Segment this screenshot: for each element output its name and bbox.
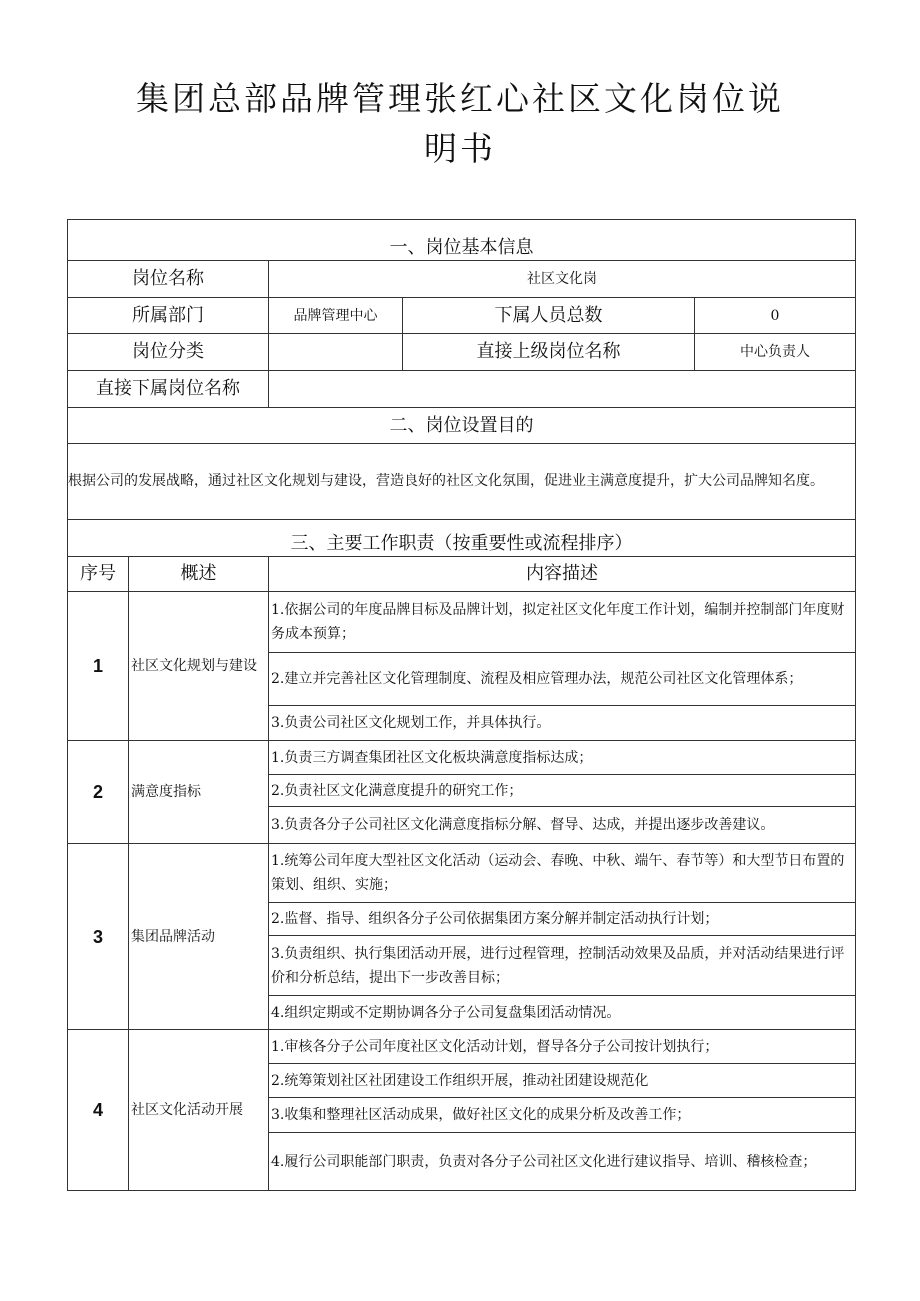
subordinate-posts-label: 直接下属岗位名称 bbox=[68, 371, 269, 408]
duty-item: 2.负责社区文化满意度提升的研究工作； bbox=[269, 775, 856, 807]
superior-label: 直接上级岗位名称 bbox=[403, 334, 695, 371]
duty-item: 3.负责组织、执行集团活动开展，进行过程管理，控制活动效果及品质，并对活动结果进行评价和分析总结，提出下一步改善目标； bbox=[269, 936, 856, 996]
duty-summary: 社区文化规划与建设 bbox=[129, 592, 269, 741]
subordinates-count-value: 0 bbox=[695, 298, 856, 334]
document-title-line1: 集团总部品牌管理张红心社区文化岗位说 bbox=[136, 79, 784, 118]
category-label: 岗位分类 bbox=[68, 334, 269, 371]
section3-heading: 三、主要工作职责（按重要性或流程排序） bbox=[68, 520, 856, 557]
superior-value: 中心负责人 bbox=[695, 334, 856, 371]
duty-item: 1.审核各分子公司年度社区文化活动计划，督导各分子公司按计划执行； bbox=[269, 1030, 856, 1064]
post-name-value: 社区文化岗 bbox=[269, 261, 856, 298]
duty-item: 4.组织定期或不定期协调各分子公司复盘集团活动情况。 bbox=[269, 996, 856, 1030]
section2-heading: 二、岗位设置目的 bbox=[68, 408, 856, 444]
job-description-table bbox=[67, 219, 856, 1191]
post-name-label: 岗位名称 bbox=[68, 261, 269, 298]
duty-item: 3.负责各分子公司社区文化满意度指标分解、督导、达成，并提出逐步改善建议。 bbox=[269, 807, 856, 844]
purpose-text: 根据公司的发展战略，通过社区文化规划与建设，营造良好的社区文化氛围，促进业主满意度提升，扩大公司品牌知名度。 bbox=[68, 444, 856, 520]
duty-number: 1 bbox=[68, 592, 129, 741]
duty-number: 4 bbox=[68, 1030, 129, 1191]
duty-summary: 满意度指标 bbox=[129, 741, 269, 844]
category-value bbox=[269, 334, 403, 371]
col-header-desc: 内容描述 bbox=[269, 557, 856, 592]
duty-number: 2 bbox=[68, 741, 129, 844]
duty-item: 3.收集和整理社区活动成果，做好社区文化的成果分析及改善工作； bbox=[269, 1098, 856, 1133]
section1-heading: 一、岗位基本信息 bbox=[68, 220, 856, 261]
document-title-line2: 明书 bbox=[424, 129, 496, 168]
dept-value: 品牌管理中心 bbox=[269, 298, 403, 334]
duty-item: 2.统筹策划社区社团建设工作组织开展，推动社团建设规范化 bbox=[269, 1064, 856, 1098]
duty-summary: 社区文化活动开展 bbox=[129, 1030, 269, 1191]
duty-number: 3 bbox=[68, 844, 129, 1030]
duty-item: 1.统筹公司年度大型社区文化活动（运动会、春晚、中秋、端午、春节等）和大型节日布置的策划、组织、实施； bbox=[269, 844, 856, 903]
duty-item: 3.负责公司社区文化规划工作，并具体执行。 bbox=[269, 706, 856, 741]
duty-item: 4.履行公司职能部门职责，负责对各分子公司社区文化进行建议指导、培训、稽核检查； bbox=[269, 1133, 856, 1191]
duty-item: 1.负责三方调查集团社区文化板块满意度指标达成； bbox=[269, 741, 856, 775]
col-header-no: 序号 bbox=[68, 557, 129, 592]
dept-label: 所属部门 bbox=[68, 298, 269, 334]
subordinates-count-label: 下属人员总数 bbox=[403, 298, 695, 334]
duty-item: 1.依据公司的年度品牌目标及品牌计划，拟定社区文化年度工作计划，编制并控制部门年度财务成本预算； bbox=[269, 592, 856, 653]
col-header-summary: 概述 bbox=[129, 557, 269, 592]
subordinate-posts-value bbox=[269, 371, 856, 408]
duty-item: 2.监督、指导、组织各分子公司依据集团方案分解并制定活动执行计划； bbox=[269, 903, 856, 936]
duty-item: 2.建立并完善社区文化管理制度、流程及相应管理办法，规范公司社区文化管理体系； bbox=[269, 653, 856, 706]
duty-summary: 集团品牌活动 bbox=[129, 844, 269, 1030]
